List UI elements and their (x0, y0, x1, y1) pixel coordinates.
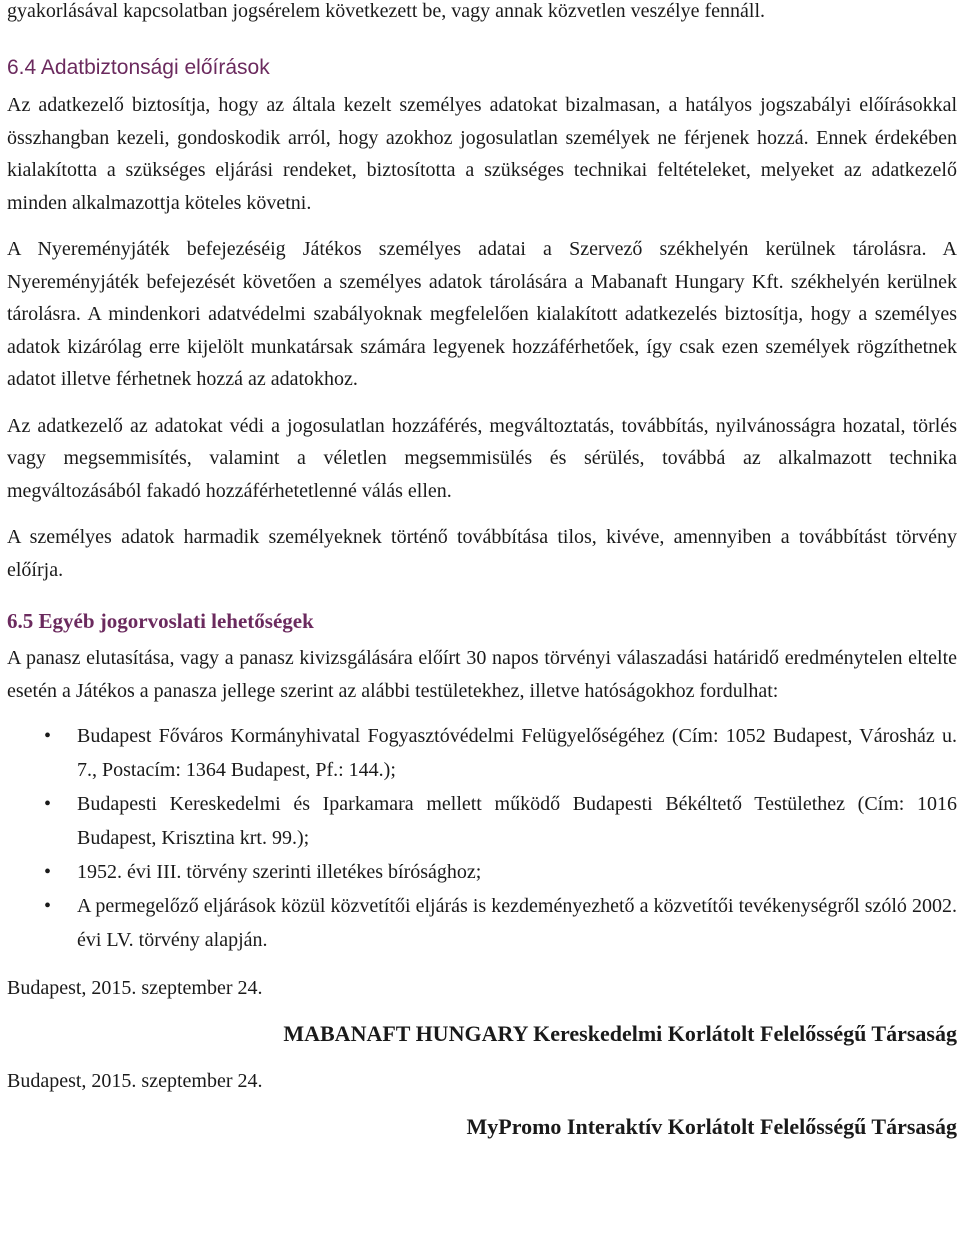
section-6-4-paragraph: A személyes adatok harmadik személyeknek történő továbbítása tilos, kivéve, amennyiben a továbbítást törvény előírja. (7, 526, 957, 581)
company-signature: MyPromo Interaktív Korlátolt Felelősségű Társaság (466, 1114, 957, 1139)
section-6-4-paragraph: Az adatkezelő az adatokat védi a jogosulatlan hozzáférés, megváltoztatás, továbbítás, nyilvánosságra hozatal, törlés vagy megsemmisítés, valamint a véletlen megsemmisülés és sérülés, továbbá az alkalmazott technika megváltozásából fakadó hozzáférhetetlenné válás ellen. (7, 414, 957, 502)
list-item-text: Budapest Főváros Kormányhivatal Fogyasztóvédelmi Felügyelőségéhez (Cím: 1052 Budapest, Városház u. 7., Postacím: 1364 Budapest, Pf.: 144.); (77, 725, 957, 781)
section-6-4-number: 6.4 (7, 56, 37, 79)
list-item (7, 787, 957, 855)
bullet-icon: • (44, 861, 52, 883)
section-6-5-intro: A panasz elutasítása, vagy a panasz kivizsgálására előírt 30 napos törvényi válaszadási határidő eredménytelen eltelte esetén a Játékos a panasza jellege szerint az alábbi testületekhez, illetve hatóságokhoz fordulhat: (7, 647, 957, 702)
list-item-text: 1952. évi III. törvény szerinti illetékes bírósághoz; (77, 861, 482, 883)
lead-line: gyakorlásával kapcsolatban jogsérelem következett be, vagy annak közvetlen veszélye fennáll. (7, 0, 766, 22)
list-item (7, 889, 957, 957)
list-item (7, 719, 957, 787)
document-page (7, 0, 957, 1142)
section-6-4-heading (7, 55, 957, 81)
list-item-text: A permegelőző eljárások közül közvetítői eljárás is kezdeményezhető a közvetítői tevékenységről szóló 2002. évi LV. törvény alapján. (77, 895, 957, 951)
section-6-5-number: 6.5 (7, 609, 34, 633)
place-date: Budapest, 2015. szeptember 24. (7, 1070, 263, 1092)
bullet-icon: • (44, 725, 52, 747)
section-6-5-heading (7, 608, 957, 634)
list-item-text: Budapesti Kereskedelmi és Iparkamara mellett működő Budapesti Békéltető Testülethez (Cím: 1016 Budapest, Krisztina krt. 99.); (77, 793, 957, 849)
bullet-icon: • (44, 793, 52, 815)
section-6-4-paragraph: A Nyereményjáték befejezéséig Játékos személyes adatai a Szervező székhelyén kerülnek tárolásra. A Nyereményjáték befejezését követően a személyes adatok tárolására a Mabanaft Hungary Kft. székhelyén kerülnek tárolásra. A mindenkori adatvédelmi szabályoknak megfelelően kialakított adatkezelés biztosítja, hogy a személyes adatok kizárólag erre kijelölt munkatársak számára legyenek hozzáférhetőek, így csak ezen személyek rögzíthetnek adatot illetve férhetnek hozzá az adatokhoz. (7, 238, 957, 390)
list-item (7, 855, 957, 889)
section-6-4-paragraph: Az adatkezelő biztosítja, hogy az általa kezelt személyes adatokat bizalmasan, a hatályos jogszabályi előírásokkal összhangban kezeli, gondoskodik arról, hogy azokhoz jogosulatlan személyek ne férjenek hozzá. Ennek érdekében kialakította a szükséges eljárási rendeket, biztosította a szükséges technikai feltételeket, melyeket az adatkezelő minden alkalmazottja köteles követni. (7, 94, 957, 214)
bullet-icon: • (44, 895, 52, 917)
place-date: Budapest, 2015. szeptember 24. (7, 977, 263, 999)
company-signature: MABANAFT HUNGARY Kereskedelmi Korlátolt Felelősségű Társaság (283, 1021, 957, 1046)
section-6-5-title: Egyéb jogorvoslati lehetőségek (38, 609, 314, 633)
section-6-4-title: Adatbiztonsági előírások (40, 56, 270, 79)
authority-list (7, 719, 957, 957)
